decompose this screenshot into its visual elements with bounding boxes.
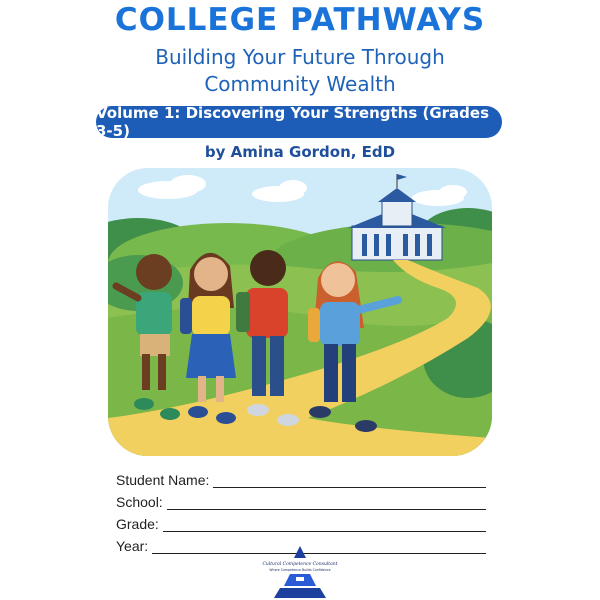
publisher-logo (258, 544, 342, 598)
year-label: Year: (116, 538, 149, 554)
school-label: School: (116, 494, 163, 510)
student-info-form (116, 466, 486, 554)
student-name-label: Student Name: (116, 472, 210, 488)
school-field[interactable] (167, 494, 486, 510)
kids-walking-to-college-illustration (108, 168, 492, 456)
logo-tagline: Where Competence Builds Confidence (269, 568, 331, 572)
student-name-field[interactable] (213, 472, 486, 488)
school-row (116, 488, 486, 510)
subtitle-line-1: Building Your Future Through (155, 45, 445, 69)
grade-label: Grade: (116, 516, 159, 532)
cover-illustration (108, 168, 492, 456)
grade-field[interactable] (163, 516, 486, 532)
logo-name: Cultural Competence Consultant (262, 562, 338, 567)
subtitle-line-2: Community Wealth (204, 72, 396, 96)
volume-badge: Volume 1: Discovering Your Strengths (Grades 3-5) (96, 106, 502, 138)
cover-subtitle (0, 44, 600, 98)
grade-row (116, 510, 486, 532)
cover-title: COLLEGE PATHWAYS (114, 2, 486, 38)
author-byline: by Amina Gordon, EdD (204, 143, 396, 161)
student-name-row (116, 466, 486, 488)
